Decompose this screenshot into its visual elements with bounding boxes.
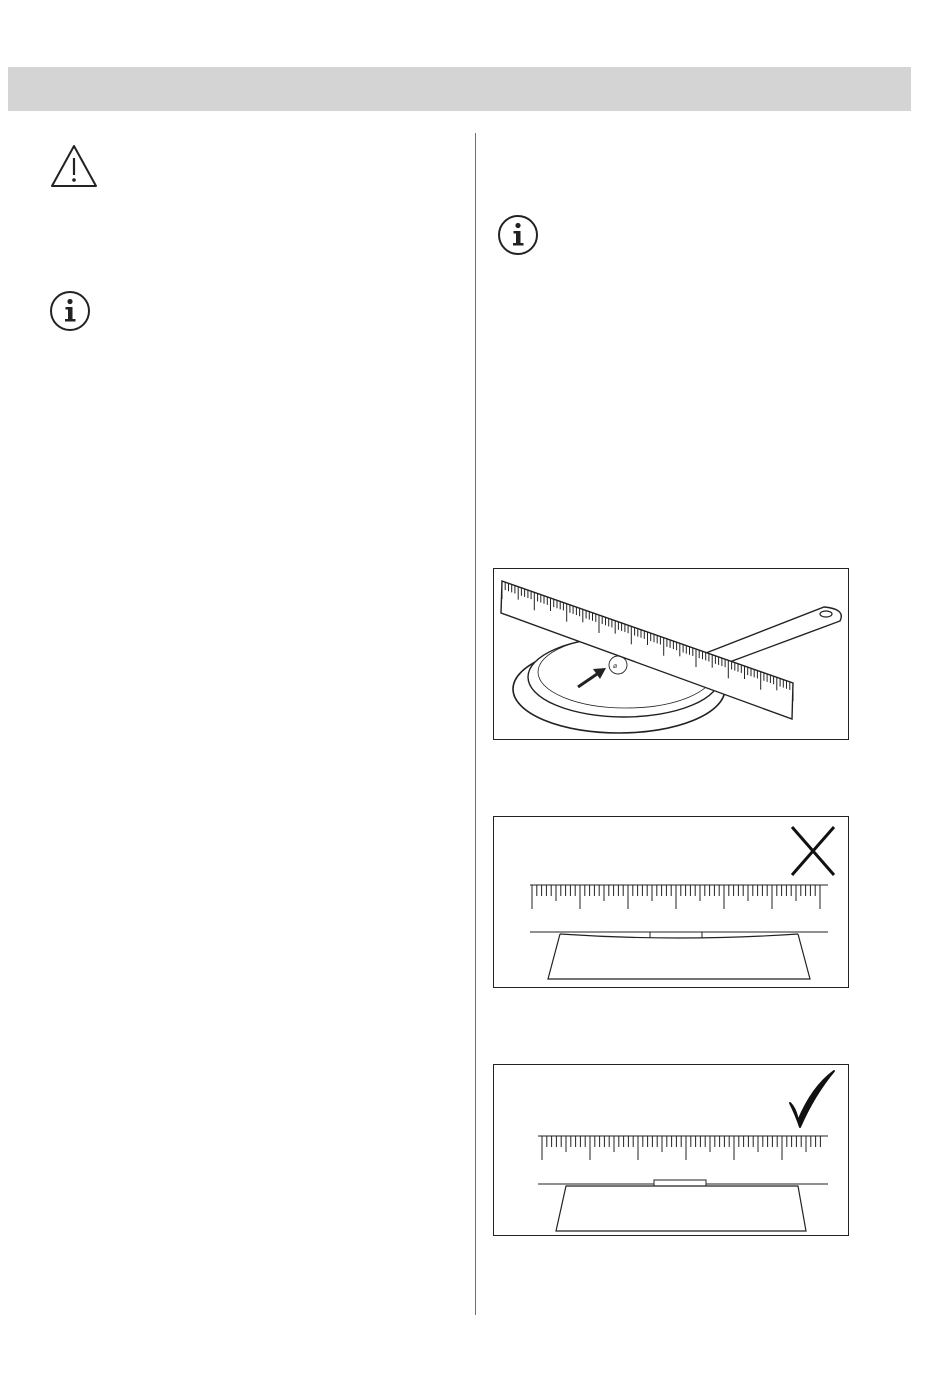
cross-icon — [792, 827, 834, 875]
incorrect-concave-bottom-figure — [493, 816, 849, 988]
correct-flat-bottom-figure — [493, 1064, 849, 1236]
info-icon — [49, 290, 91, 332]
info-icon — [497, 214, 539, 256]
svg-text:⌀: ⌀ — [613, 663, 618, 670]
column-divider — [475, 133, 476, 1315]
checkmark-icon — [790, 1071, 834, 1127]
warning-triangle-icon — [50, 144, 98, 188]
pan-bottom-ruler-figure — [493, 568, 849, 740]
section-header-bar — [8, 67, 911, 111]
